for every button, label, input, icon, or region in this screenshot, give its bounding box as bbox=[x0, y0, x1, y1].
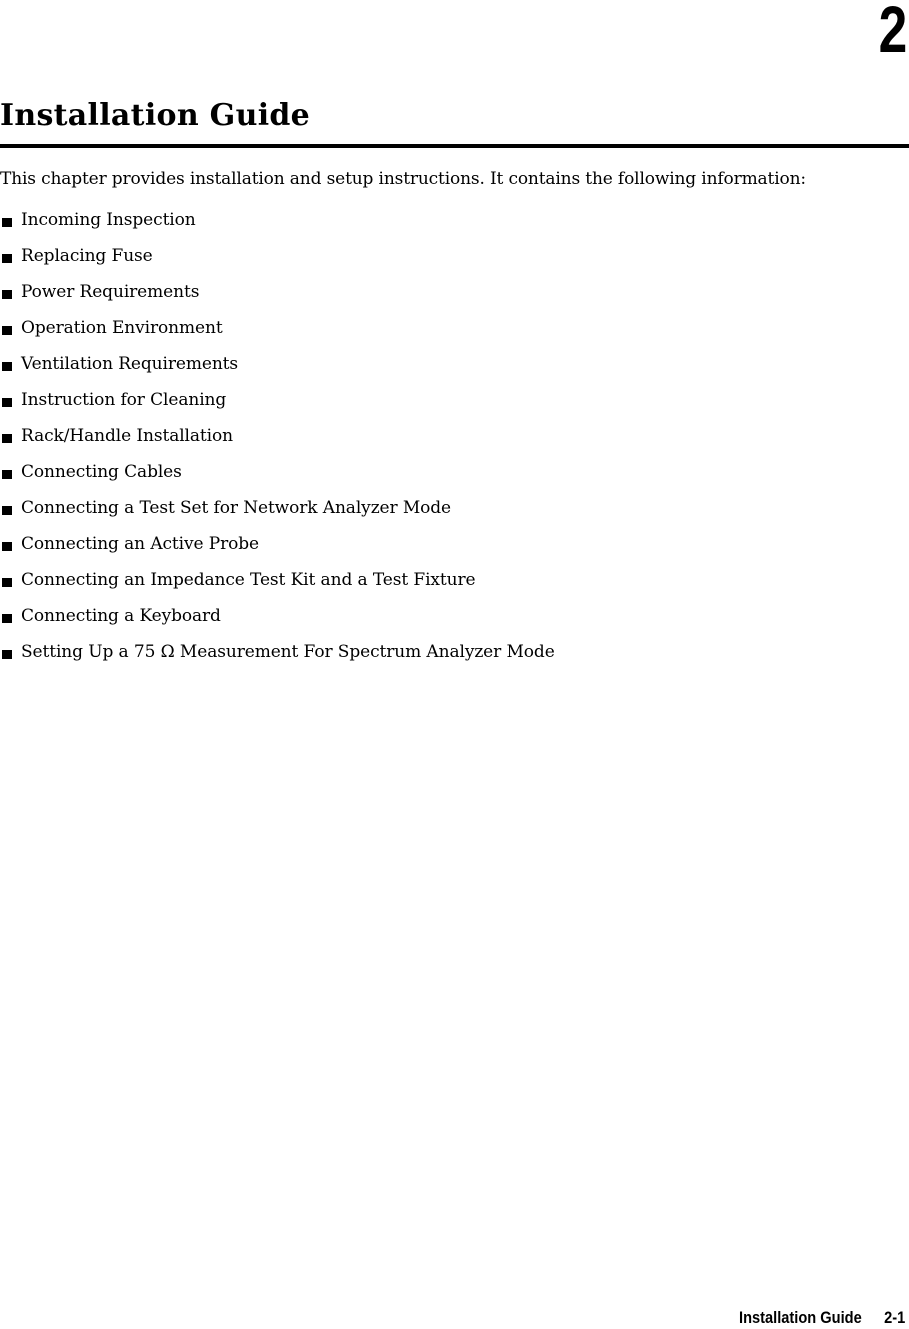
list-item bbox=[0, 454, 555, 490]
list-item bbox=[0, 598, 555, 634]
chapter-number: 2 bbox=[878, 0, 906, 66]
list-item bbox=[0, 562, 555, 598]
list-item-label: Connecting an Impedance Test Kit and a Test Fixture bbox=[21, 570, 476, 590]
square-bullet-icon bbox=[2, 434, 12, 443]
square-bullet-icon bbox=[2, 290, 12, 299]
list-item bbox=[0, 346, 555, 382]
list-item-label: Connecting an Active Probe bbox=[21, 534, 259, 554]
square-bullet-icon bbox=[2, 362, 12, 371]
list-item-label: Connecting a Test Set for Network Analyzer Mode bbox=[21, 498, 452, 518]
square-bullet-icon bbox=[2, 578, 12, 587]
list-item bbox=[0, 274, 555, 310]
list-item bbox=[0, 526, 555, 562]
square-bullet-icon bbox=[2, 470, 12, 479]
list-item-label: Rack/Handle Installation bbox=[21, 426, 233, 446]
list-item bbox=[0, 202, 555, 238]
square-bullet-icon bbox=[2, 326, 12, 335]
footer-section-title: Installation Guide bbox=[738, 1308, 862, 1327]
list-item-label: Connecting Cables bbox=[21, 462, 182, 482]
square-bullet-icon bbox=[2, 398, 12, 407]
square-bullet-icon bbox=[2, 254, 12, 263]
chapter-title: Installation Guide bbox=[0, 98, 311, 133]
list-item bbox=[0, 238, 555, 274]
list-item bbox=[0, 418, 555, 454]
list-item bbox=[0, 310, 555, 346]
page-footer bbox=[739, 1307, 905, 1329]
square-bullet-icon bbox=[2, 506, 12, 515]
list-item-label: Ventilation Requirements bbox=[21, 354, 239, 374]
list-item-label: Power Requirements bbox=[21, 282, 200, 302]
list-item-label: Replacing Fuse bbox=[21, 246, 153, 266]
list-item bbox=[0, 634, 555, 670]
list-item-label: Setting Up a 75 Ω Measurement For Spectrum Analyzer Mode bbox=[21, 642, 555, 662]
page-number: 2-1 bbox=[883, 1308, 905, 1327]
list-item-label: Operation Environment bbox=[21, 318, 223, 338]
list-item bbox=[0, 490, 555, 526]
list-item bbox=[0, 382, 555, 418]
list-item-label: Connecting a Keyboard bbox=[21, 606, 221, 626]
intro-paragraph: This chapter provides installation and setup instructions. It contains the following information: bbox=[0, 169, 806, 189]
list-item-label: Instruction for Cleaning bbox=[21, 390, 227, 410]
square-bullet-icon bbox=[2, 614, 12, 623]
list-item-label: Incoming Inspection bbox=[21, 210, 196, 230]
topic-list bbox=[0, 202, 555, 670]
square-bullet-icon bbox=[2, 218, 12, 227]
title-divider bbox=[0, 144, 909, 148]
square-bullet-icon bbox=[2, 650, 12, 659]
square-bullet-icon bbox=[2, 542, 12, 551]
